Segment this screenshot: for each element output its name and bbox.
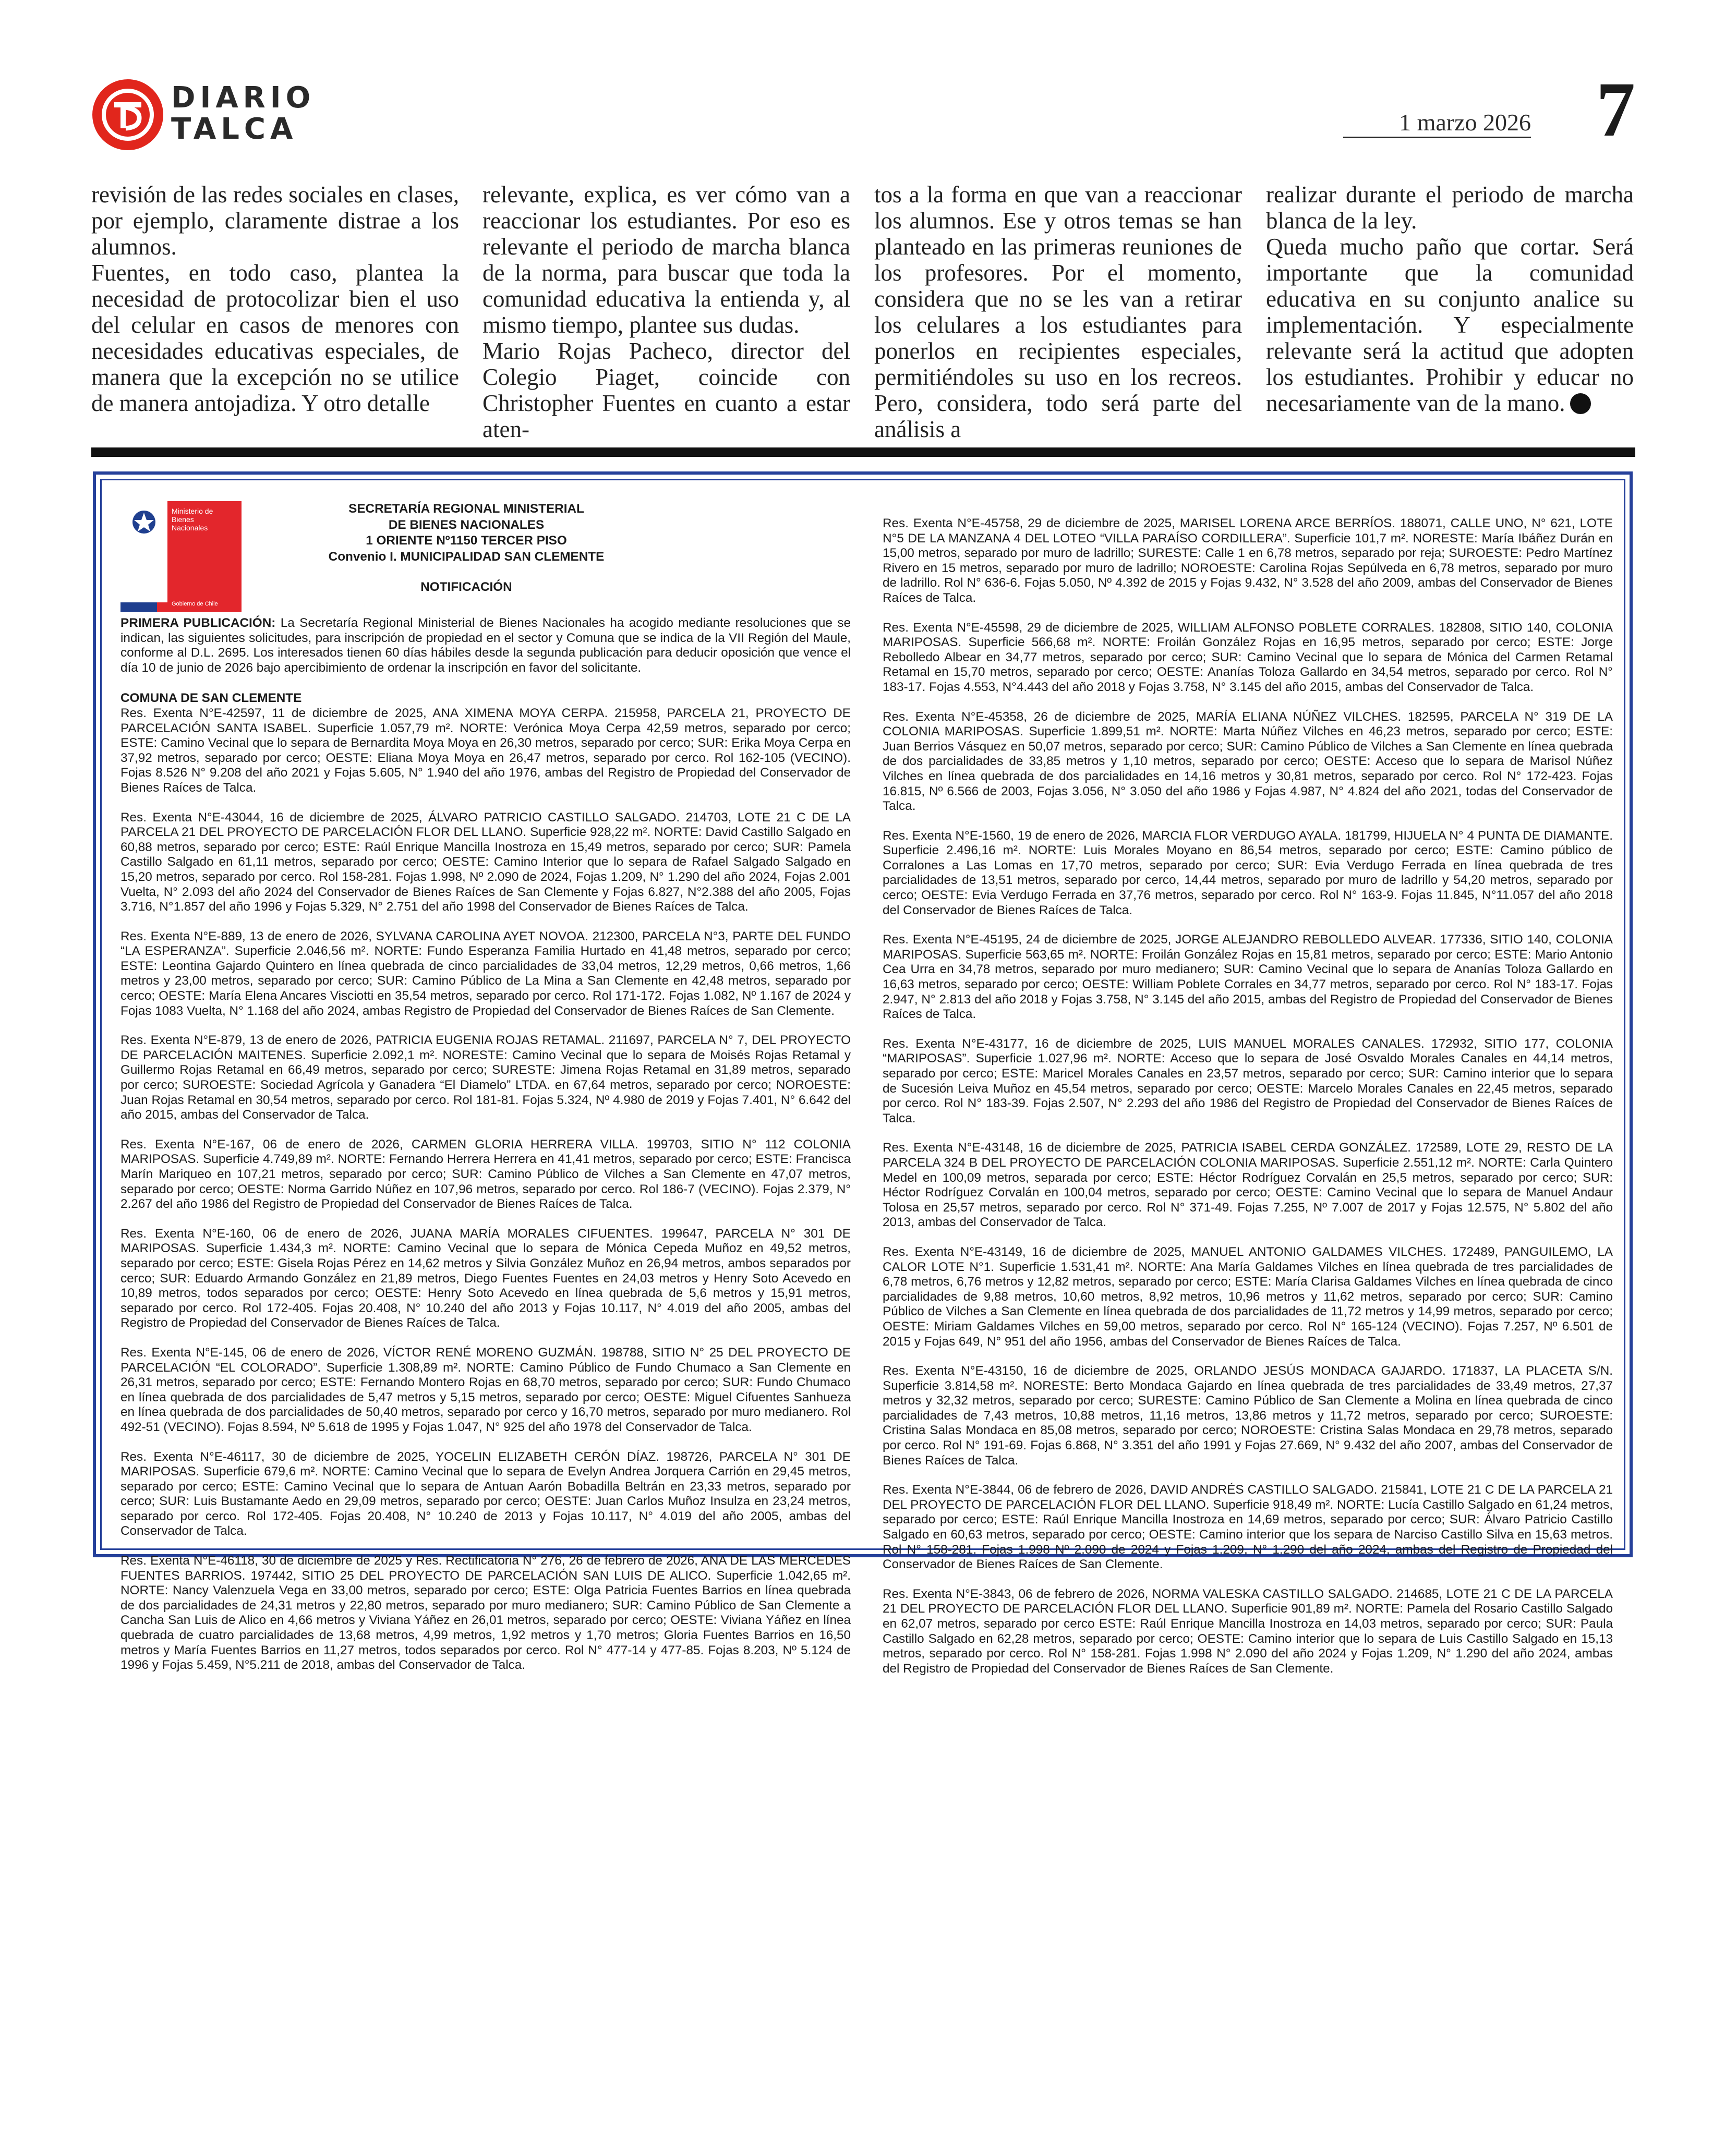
intro-label: PRIMERA PUBLICACIÓN: xyxy=(120,616,276,630)
ministry-logo-icon xyxy=(120,501,242,612)
notice-entry: Res. Exenta N°E-160, 06 de enero de 2026, JUANA MARÍA MORALES CIFUENTES. 199647, PARCELA N° 301 DE MARIPOSAS. Superficie 1.434,3 m². NORTE: Camino Vecinal que lo separa de Mónica Cepeda Muñoz en 49,52 metros, separado por cerco; ESTE: Gisela Rojas Pérez en 14,62 metros y Silvia González Muñoz en 26,94 metros, ambos separados por cerco; SUR: Eduardo Armando González en 21,89 metros, Diego Fuentes Fuentes en 24,03 metros y Henry Soto Acevedo en 10,89 metros, todos separados por cerco; OESTE: Henry Soto Acevedo en línea quebrada de 5,6 metros y 15,91 metros, separado por cerco. Rol 172-405. Fojas 20.408, N° 10.240 del año 2013 y Fojas 10.117, N° 4.019 del año 2005, ambas del Registro de Propiedad del Conservador de Bienes Raíces de Talca. xyxy=(120,1226,851,1330)
article-column-1 xyxy=(91,181,459,416)
article-paragraph-final xyxy=(1266,234,1634,416)
article-paragraph: revisión de las redes sociales en clases, por ejemplo, claramente distrae a los alumnos. xyxy=(91,181,459,260)
ministry-logo-footer: Gobierno de Chile xyxy=(172,601,218,607)
date-underline xyxy=(1343,137,1531,138)
masthead-logo-text xyxy=(171,82,315,145)
publication-date: 1 marzo 2026 xyxy=(1399,109,1531,136)
notice-entry: Res. Exenta N°E-45358, 26 de diciembre de 2025, MARÍA ELIANA NÚÑEZ VILCHES. 182595, PARCELA N° 319 DE LA COLONIA MARIPOSAS. Superficie 1.899,51 m². NORTE: Marta Núñez Vilches en 46,23 metros, separado por cerco; ESTE: Juan Berrios Vásquez en 50,07 metros, separado por cerco; SUR: Camino Público de Vilches a San Clemente en línea quebrada de dos parcialidades de 33,85 metros y 1,10 metros, separado por cerco; OESTE: Acceso que lo separa de Marisol Núñez Vilches en línea quebrada de dos parcialidades en 14,16 metros y 30,81 metros, separado por cerco. Rol N° 172-423. Fojas 16.815, Nº 6.566 de 2003, Fojas 3.056, N° 3.050 del año 1986 y Fojas 4.987, N° 4.824 del año 2021, todas del Conservador de Talca. xyxy=(883,709,1613,814)
article-paragraph: relevante, explica, es ver cómo van a reaccionar los estudiantes. Por eso es relevante el periodo de marcha blanca de la norma, para buscar que toda la comunidad educativa la entienda y, al mismo tiempo, plantee sus dudas. xyxy=(482,181,850,338)
notice-title: NOTIFICACIÓN xyxy=(420,580,512,594)
notice-intro xyxy=(120,616,851,675)
commune-title: COMUNA DE SAN CLEMENTE xyxy=(120,691,302,706)
page-number: 7 xyxy=(1596,66,1635,153)
notice-entry: Res. Exenta N°E-45195, 24 de diciembre de 2025, JORGE ALEJANDRO REBOLLEDO ALVEAR. 177336, SITIO 140, COLONIA MARIPOSAS. Superficie 563,65 m². NORTE: Froilán González Rojas en 15,81 metros, separado por cerco; ESTE: Mario Antonio Cea Urra en 34,78 metros, separado por muro medianero; SUR: Camino Vecinal que lo separa de Ananías Toloza Gallardo en 16,63 metros, separado por cerco; OESTE: William Poblete Corrales en 34,77 metros, separado por cerco. Rol N° 183-17. Fojas 2.947, N° 2.813 del año 2018 y Fojas 3.758, N° 3.145 del año 2015, ambas del Registro de Propiedad del Conservador de Bienes Raíces de Talca. xyxy=(883,932,1613,1022)
article-column-2 xyxy=(482,181,850,442)
header-line: Convenio I. MUNICIPALIDAD SAN CLEMENTE xyxy=(328,549,605,564)
notice-entry: Res. Exenta N°E-145, 06 de enero de 2026, VÍCTOR RENÉ MORENO GUZMÁN. 198788, SITIO N° 25 DEL PROYECTO DE PARCELACIÓN “EL COLORADO”. Superficie 1.308,89 m². NORTE: Camino Público de Fundo Chumaco a San Clemente en 26,31 metros, separado por cerco; ESTE: Fernando Montero Rojas en 68,70 metros, separado por cerco; SUR: Fundo Chumaco en línea quebrada de dos parcialidades de 5,47 metros y 5,15 metros, separado por cerco; OESTE: Miguel Cifuentes Sanhueza en línea quebrada de dos parcialidades de 50,40 metros, separado por cerco y 16,70 metros, separado por muro medianero. Rol 492-51 (VECINO). Fojas 8.594, Nº 5.618 de 1995 y Fojas 1.047, N° 925 del año 1978 del Conservador de Talca. xyxy=(120,1345,851,1434)
diario-talca-logo-icon xyxy=(91,78,164,151)
ministry-logo-line2: Bienes xyxy=(172,515,194,524)
header-line: 1 ORIENTE Nº1150 TERCER PISO xyxy=(366,534,567,548)
article-column-3 xyxy=(874,181,1242,442)
article-paragraph: realizar durante el periodo de marcha blanca de la ley. xyxy=(1266,181,1634,234)
notice-entry: Res. Exenta N°E-45598, 29 de diciembre de 2025, WILLIAM ALFONSO POBLETE CORRALES. 182808, SITIO 140, COLONIA MARIPOSAS. Superficie 566,68 m². NORTE: Froilán González Rojas en 16,95 metros, separado por cerco; ESTE: Jorge Rebolledo Albear en 34,77 metros, separado por cerco; SUR: Camino Vecinal que lo separa de Mónica del Carmen Retamal Retamal en 15,70 metros, separado por cerco; OESTE: Ananías Toloza Gallardo en 34,54 metros, separado por cerco. Rol N° 183-17. Fojas 4.553, N°4.443 del año 2018 y Fojas 3.758, N° 3.145 del año 2015, ambas del Conservador de Talca. xyxy=(883,620,1613,694)
notice-entry: Res. Exenta N°E-43149, 16 de diciembre de 2025, MANUEL ANTONIO GALDAMES VILCHES. 172489, PANGUILEMO, LA CALOR LOTE N°1. Superficie 1.531,41 m². NORTE: Ana María Galdames Vilches en línea quebrada de tres parcialidades de 6,78 metros, 6,76 metros y 12,82 metros, separado por cerco; ESTE: María Clarisa Galdames Vilches en línea quebrada de cinco parcialidades de 9,88 metros, 10,60 metros, 8,92 metros, 10,96 metros y 11,62 metros, separado por cerco; SUR: Camino Público de Vilches a San Clemente en línea quebrada de dos parcialidades de 11,72 metros y 14,99 metros, separado por cerco; OESTE: Miriam Galdames Vilches en 59,00 metros, separado por cerco. Rol N° 165-124 (VECINO). Fojas 7.257, Nº 6.501 de 2015 y Fojas 649, N° 951 del año 1956, ambas del Conservador de Bienes Raíces de Talca. xyxy=(883,1244,1613,1349)
article-paragraph: Mario Rojas Pacheco, director del Colegio Piaget, coincide con Christopher Fuentes en cuanto a estar aten- xyxy=(482,338,850,442)
ministry-logo-line3: Nacionales xyxy=(172,524,208,532)
notice-entry: Res. Exenta N°E-43150, 16 de diciembre de 2025, ORLANDO JESÚS MONDACA GAJARDO. 171837, LA PLACETA S/N. Superficie 3.814,58 m². NORESTE: Berto Mondaca Gajardo en línea quebrada de tres parcialidades de 33,49 metros, 27,37 metros y 32,32 metros, separado por cerco; SURESTE: Camino Público de San Clemente a Molina en línea quebrada de cinco parcialidades de 7,43 metros, 10,88 metros, 11,16 metros, 13,86 metros y 11,72 metros, separado por cerco; SUROESTE: Cristina Salas Mondaca en 85,08 metros, separado por cerco; NOROESTE: Cristina Salas Mondaca en 29,78 metros, separado por cerco. Rol N° 191-69. Fojas 6.868, N° 3.351 del año 1991 y Fojas 27.669, N° 9.432 del año 2007, ambas del Conservador de Bienes Raíces de Talca. xyxy=(883,1364,1613,1468)
legal-notice-box xyxy=(93,471,1633,1676)
section-divider xyxy=(91,447,1635,457)
intro-text: La Secretaría Regional Ministerial de Bienes Nacionales ha acogido mediante resoluciones que se indican, las siguientes solicitudes, para inscripción de propiedad en el sector y Comuna que se indica de la VII Región del Maule, conforme al D.L. 2695. Los interesados tienen 60 días hábiles desde la segunda publicación para deducir oposición que vence el día 10 de junio de 2026 bajo apercibimiento de ordenar la inscripción en favor del solicitante. xyxy=(120,616,851,675)
notice-entry: Res. Exenta N°E-167, 06 de enero de 2026, CARMEN GLORIA HERRERA VILLA. 199703, SITIO N° 112 COLONIA MARIPOSAS. Superficie 4.749,89 m². NORTE: Fernando Herrera Herrera en 41,41 metros, separado por cerco; ESTE: Francisca Marín Mariqueo en 107,21 metros, separado por cerco; SUR: Camino Público de Vilches a San Clemente en 47,07 metros, separado por cerco; OESTE: Norma Garrido Núñez en 107,96 metros, separado por cerco. Rol 186-7 (VECINO). Fojas 2.379, N° 2.267 del año 1986 del Registro de Propiedad del Conservador de Bienes Raíces de Talca. xyxy=(120,1137,851,1212)
logo-line-diario: DIARIO xyxy=(171,81,316,115)
header-line: DE BIENES NACIONALES xyxy=(388,517,545,532)
notice-entry: Res. Exenta N°E-43044, 16 de diciembre de 2025, ÁLVARO PATRICIO CASTILLO SALGADO. 214703, LOTE 21 C DE LA PARCELA 21 DEL PROYECTO DE PARCELACIÓN FLOR DEL LLANO. Superficie 928,22 m². NORTE: David Castillo Salgado en 60,88 metros, separado por cerco; ESTE: Raúl Enrique Mancilla Inostroza en 15,49 metros, separado por cerco; SUR: Pamela Castillo Salgado en 61,11 metros, separado por cerco; OESTE: Camino Interior que lo separa de Rafael Salgado Salgado en 15,20 metros, separado por cerco. Rol 158-281. Fojas 1.998, Nº 2.090 de 2024, Fojas 1.209, N° 1.290 del año 2024, Fojas 2.001 Vuelta, N° 2.093 del año 2024 del Conservador de Bienes Raíces de San Clemente y Fojas 6.827, N°2.388 del año 2005, Fojas 3.716, N°1.857 del año 1996 y Fojas 5.329, N° 2.751 del año 1998 del Conservador de Bienes Raíces de Talca. xyxy=(120,810,851,914)
logo-line-talca: TALCA xyxy=(171,112,298,146)
notice-entry: Res. Exenta N°E-42597, 11 de diciembre de 2025, ANA XIMENA MOYA CERPA. 215958, PARCELA 21, PROYECTO DE PARCELACIÓN SANTA ISABEL. Superficie 1.057,79 m². NORTE: Verónica Moya Cerpa 42,59 metros, separado por cerco; ESTE: Camino Vecinal que lo separa de Bernardita Moya Moya en 26,30 metros, separado por cerco; SUR: Erika Moya Cerpa en 37,92 metros, separado por cerco; OESTE: Eliana Moya Moya en 26,47 metros, separado por cerco. Rol 162-105 (VECINO). Fojas 8.526 N° 9.208 del año 2021 y Fojas 5.605, N° 1.940 del año 1976, ambas del Registro de Propiedad del Conservador de Bienes Raíces de Talca. xyxy=(120,706,851,795)
notice-entry: Res. Exenta N°E-1560, 19 de enero de 2026, MARCIA FLOR VERDUGO AYALA. 181799, HIJUELA N° 4 PUNTA DE DIAMANTE. Superficie 2.496,16 m². NORTE: Luis Morales Moyano en 86,54 metros, separado por cerco; ESTE: Camino público de Corralones a Las Lomas en 17,70 metros, separado por cerco; SUR: Evia Verdugo Ferrada en línea quebrada de tres parcialidades de 13,51 metros, separado por cerco, 14,44 metros, separado por muro de ladrillo y 54,20 metros, separado por cerco; OESTE: Evia Verdugo Ferrada en 37,76 metros, separado por cerco. Rol N° 163-9. Fojas 11.845, N°11.057 del año 2018 del Conservador de Bienes Raíces de Talca. xyxy=(883,828,1613,917)
article-column-4 xyxy=(1266,181,1634,416)
article-paragraph: tos a la forma en que van a reaccionar los alumnos. Ese y otros temas se han planteado en las primeras reuniones de los profesores. Por el momento, considera que no se les van a retirar los celulares a los estudiantes para ponerlos en recipientes especiales, permitiéndoles su uso en los recreos. Pero, considera, todo será parte del análisis a xyxy=(874,181,1242,442)
notice-right-column xyxy=(883,516,1613,1676)
legal-notice-inner-border xyxy=(100,479,1625,1676)
end-mark-icon xyxy=(1570,393,1591,414)
notice-entry: Res. Exenta N°E-3844, 06 de febrero de 2026, DAVID ANDRÉS CASTILLO SALGADO. 215841, LOTE 21 C DE LA PARCELA 21 DEL PROYECTO DE PARCELACIÓN FLOR DEL LLANO. Superficie 918,49 m². NORTE: Lucía Castillo Salgado en 61,24 metros, separado por cerco; ESTE: Raúl Enrique Mancilla Inostroza en 14,69 metros, separado por cerco; SUR: Álvaro Patricio Castillo Salgado en 60,63 metros, separado por cerco; OESTE: Camino interior que los separa de Narciso Castillo Silva en 15,63 metros. Rol N° 158-281. Fojas 1.998 Nº 2.090 de 2024 y Fojas 1.209, N° 1.290 del año 2024, ambas del Registro de Propiedad del Conservador de Bienes Raíces de San Clemente. xyxy=(883,1483,1613,1572)
notice-entry: Res. Exenta N°E-879, 13 de enero de 2026, PATRICIA EUGENIA ROJAS RETAMAL. 211697, PARCELA N° 7, DEL PROYECTO DE PARCELACIÓN MAITENES. Superficie 2.092,1 m². NORESTE: Camino Vecinal que lo separa de Moisés Rojas Retamal y Guillermo Rojas Retamal en 66,49 metros, separado por cerco; SURESTE: Jimena Rojas Retamal en 31,89 metros, separado por cerco; SUROESTE: Sociedad Agrícola y Ganadera “El Diamelo” LTDA. en 67,64 metros, separado por cerco; NOROESTE: Juan Rojas Retamal en 30,54 metros, separado por cerco. Rol 181-81. Fojas 5.324, Nº 4.980 de 2019 y Fojas 7.401, N° 6.642 del año 2015, ambas del Conservador de Talca. xyxy=(120,1033,851,1122)
notice-entry: Res. Exenta N°E-3843, 06 de febrero de 2026, NORMA VALESKA CASTILLO SALGADO. 214685, LOTE 21 C DE LA PARCELA 21 DEL PROYECTO DE PARCELACIÓN FLOR DEL LLANO. Superficie 901,89 m². NORTE: Pamela del Rosario Castillo Salgado en 62,07 metros, separado por cerco ESTE: Raúl Enrique Mancilla Inostroza en 14,03 metros, separado por cerco; SUR: Paula Castillo Salgado en 62,28 metros, separado por cerco; OESTE: Camino interior que lo separa de Luis Castillo Salgado en 15,13 metros, separado por cerco. Rol N° 158-281. Fojas 1.998 N° 2.090 del año 2024 y Fojas 1.209, N° 1.290 del año 2024, ambas del Registro de Propiedad del Conservador de Bienes Raíces de San Clemente. xyxy=(883,1586,1613,1676)
notice-entry: Res. Exenta N°E-43148, 16 de diciembre de 2025, PATRICIA ISABEL CERDA GONZÁLEZ. 172589, LOTE 29, RESTO DE LA PARCELA 324 B DEL PROYECTO DE PARCELACIÓN COLONIA MARIPOSAS. Superficie 2.551,12 m². NORTE: Carla Quintero Medel en 100,09 metros, separada por cerco; ESTE: Héctor Rodríguez Corvalán en 25,5 metros, separado por cerco; SUR: Héctor Rodríguez Corvalán en 100,04 metros, separado por cerco; OESTE: Camino Vecinal que lo separa de Manuel Andaur Tolosa en 25,57 metros, separado por cerco. Rol N° 371-49. Fojas 7.255, Nº 7.007 de 2017 y Fojas 12.575, N° 5.802 del año 2013, ambas del Conservador de Talca. xyxy=(883,1141,1613,1230)
notice-entry: Res. Exenta N°E-43177, 16 de diciembre de 2025, LUIS MANUEL MORALES CANALES. 172932, SITIO 177, COLONIA “MARIPOSAS”. Superficie 1.027,96 m². NORTE: Acceso que lo separa de José Osvaldo Morales Canales en 44,14 metros, separado por cerco; ESTE: Maricel Morales Canales en 23,57 metros, separado por cerco; SUR: Camino interior que lo separa de Sucesión Leiva Muñoz en 45,54 metros, separado por cerco; OESTE: Marcelo Morales Canales en 22,45 metros, separado por cerco. Rol N° 183-39. Fojas 2.507, N° 2.293 del año 1986 del Registro de Propiedad del Conservador de Bienes Raíces de Talca. xyxy=(883,1036,1613,1125)
notice-left-column xyxy=(120,501,851,1673)
notice-entry: Res. Exenta N°E-46117, 30 de diciembre de 2025, YOCELIN ELIZABETH CERÓN DÍAZ. 198726, PARCELA N° 301 DE MARIPOSAS. Superficie 679,6 m². NORTE: Camino Vecinal que lo separa de Evelyn Andrea Jorquera Carrión en 29,45 metros, separado por cerco; ESTE: Camino Vecinal que lo separa de Antuan Aarón Bobadilla Beltrán en 23,33 metros, separado por cerco; SUR: Luis Bustamante Aedo en 29,09 metros, separado por cerco; OESTE: Juan Carlos Muñoz Insulza en 23,24 metros, separado por cerco. Rol 172-405. Fojas 20.408, N° 10.240 de 2013 y Fojas 10.117, N° 4.019 del año 2005, ambas del Conservador de Talca. xyxy=(120,1449,851,1539)
notice-entry: Res. Exenta N°E-46118, 30 de diciembre de 2025 y Res. Rectificatoria N° 276, 26 de febrero de 2026, ANA DE LAS MERCEDES FUENTES BARRIOS. 197442, SITIO 25 DEL PROYECTO DE PARCELACIÓN SAN LUIS DE ALICO. Superficie 1.042,65 m². NORTE: Nancy Valenzuela Vega en 33,00 metros, separado por cerco; ESTE: Olga Patricia Fuentes Barrios en línea quebrada de dos parcialidades de 24,31 metros y 22,80 metros, separado por muro medianero; SUR: Camino Público de San Clemente a Cancha San Luis de Alico en 4,66 metros y Viviana Yáñez en 26,01 metros, separado por cerco; OESTE: Viviana Yáñez en línea quebrada de cuatro parcialidades de 13,68 metros, 4,99 metros, 1,92 metros y 1,70 metros; Gloria Fuentes Barrios en 16,50 metros y María Fuentes Barrios en 11,27 metros, todos separados por cerco. Rol N° 477-14 y 477-85. Fojas 8.203, Nº 5.124 de 1996 y Fojas 5.459, N°5.211 de 2018, ambas del Conservador de Talca. xyxy=(120,1554,851,1673)
article-paragraph-final-text: Queda mucho paño que cortar. Será importante que la comunidad educativa en su conjunto analice su implementación. Y especialmente relevante será la actitud que adopten los estudiantes. Prohibir y educar no necesariamente van de la mano. xyxy=(1266,234,1634,416)
article-paragraph: Fuentes, en todo caso, plantea la necesidad de protocolizar bien el uso del celular en casos de menores con necesidades educativas especiales, de manera que la excepción no se utilice de manera antojadiza. Y otro detalle xyxy=(91,260,459,416)
notice-header xyxy=(254,501,679,596)
notice-entry: Res. Exenta N°E-45758, 29 de diciembre de 2025, MARISEL LORENA ARCE BERRÍOS. 188071, CALLE UNO, N° 621, LOTE N°5 DE LA MANZANA 4 DEL LOTEO “VILLA PARAÍSO CORDILLERA”. Superficie 101,7 m². NORESTE: María Ibáñez Durán en 15,00 metros, separado por muro de ladrillo; SURESTE: Calle 1 en 6,78 metros, separado por reja; SUROESTE: Pedro Martínez Rivero en 15 metros, separado por muro de ladrillo; NOROESTE: Carolina Rojas Sepúlveda en 6,78 metros, separado por muro de ladrillo. Rol N° 636-6. Fojas 5.050, Nº 4.392 de 2015 y Fojas 9.432, N° 3.528 del año 2009, ambas del Conservador de Bienes Raíces de Talca. xyxy=(883,516,1613,605)
header-line: SECRETARÍA REGIONAL MINISTERIAL xyxy=(348,502,584,516)
notice-entry: Res. Exenta N°E-889, 13 de enero de 2026, SYLVANA CAROLINA AYET NOVOA. 212300, PARCELA N°3, PARTE DEL FUNDO “LA ESPERANZA”. Superficie 2.046,56 m². NORTE: Fundo Esperanza Familia Hurtado en 41,48 metros, separado por cerco; ESTE: Leontina Gajardo Quintero en línea quebrada de cinco parcialidades de 33,04 metros, 12,29 metros, 0,66 metros, 1,66 metros y 23,00 metros, separado por cerco; SUR: Camino Público de La Mina a San Clemente en 42,48 metros, separado por cerco; OESTE: María Elena Ancares Visciotti en 35,54 metros, separado por cerco. Rol 171-172. Fojas 1.082, Nº 1.167 de 2024 y Fojas 1083 Vuelta, N° 1.168 del año 2024, ambas Registro de Propiedad del Conservador de Bienes Raíces de San Clemente. xyxy=(120,929,851,1018)
ministry-logo-line1: Ministerio de xyxy=(172,507,213,515)
